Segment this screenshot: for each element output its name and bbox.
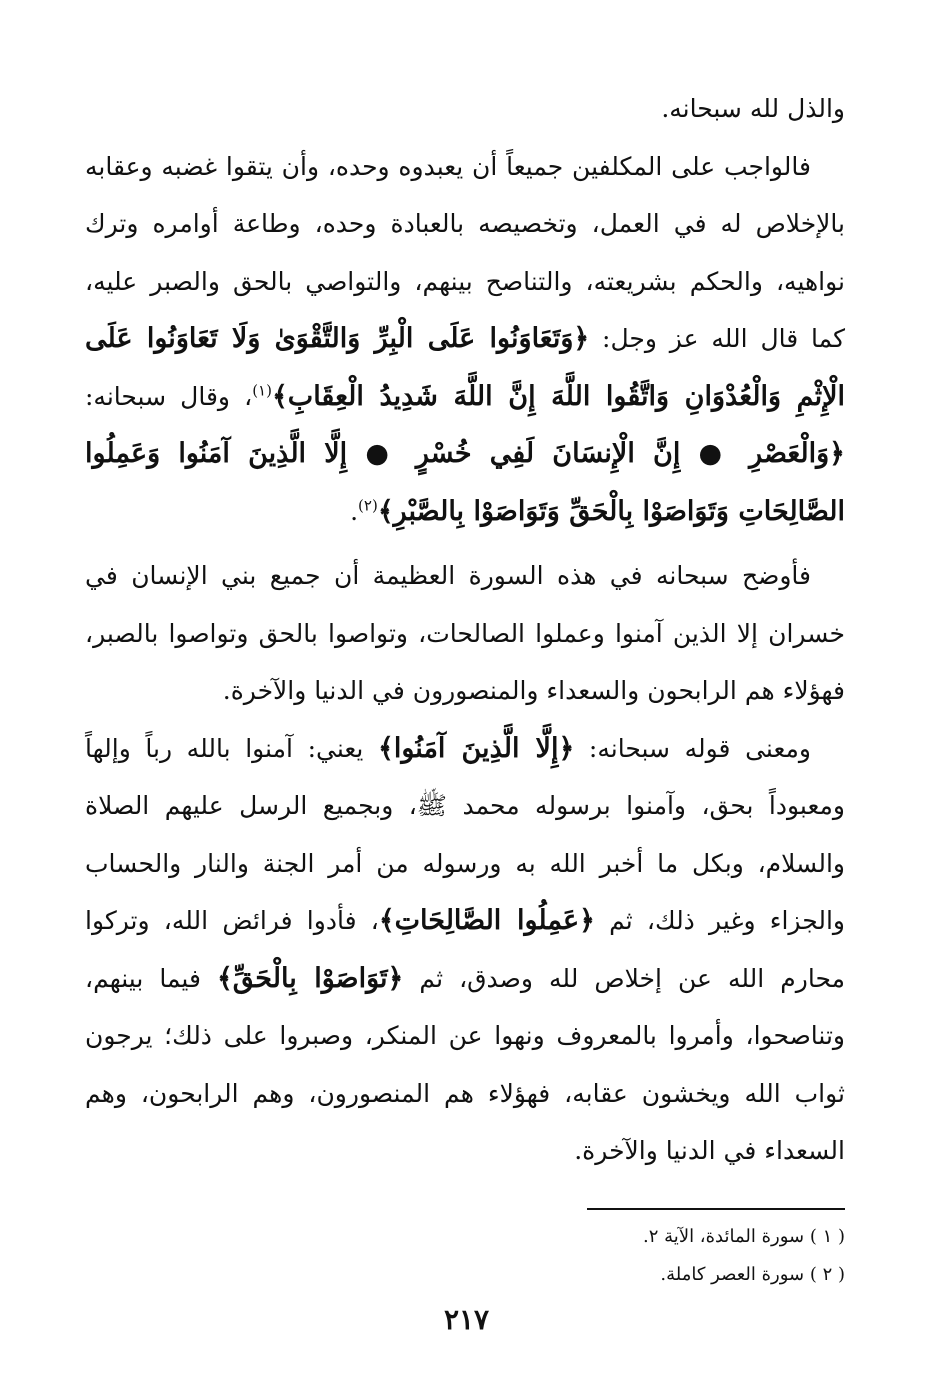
quran-quote: ﴿عَمِلُوا الصَّالِحَاتِ﴾ [378,905,595,936]
quran-quote: ﴿وَالْعَصْرِ ● إِنَّ الْإِنسَانَ لَفِي خُسْرٍ ● إِلَّا الَّذِينَ آمَنُوا وَعَمِلُوا الصَّالِحَاتِ وَتَوَاصَوْا بِالْحَقِّ وَتَوَاصَوْا بِالصَّبْرِ﴾ [85,438,845,527]
text-segment: ومعنى قوله سبحانه: [574,733,811,763]
text-segment: فالواجب على المكلفين جميعاً أن يعبدوه وحده، وأن يتقوا غضبه وعقابه بالإخلاص له في العمل، وتخصيصه بالعبادة وحده، وطاعة أوامره وترك نواهيه، والحكم بشريعته، والتناصح بينهم، والتواصي بالحق والصبر عليه، كما قال الله عز وجل: [85,151,845,353]
text-segment: . [350,496,359,526]
quran-quote: ﴿إِلَّا الَّذِينَ آمَنُوا﴾ [378,732,575,764]
text-segment: يعني: آمنوا بالله رباً وإلهاً ومعبوداً بحق، وآمنوا برسوله محمد ﷺ، وبجميع الرسل عليهم الصلاة والسلام، وبكل ما أخبر الله به ورسوله من أمر الجنة والنار والحساب والجزاء وغير ذلك، ثم [85,733,845,935]
text-segment: والذل لله سبحانه. [661,94,845,123]
text-segment: فأوضح سبحانه في هذه السورة العظيمة أن جميع بني الإنسان في خسران إلا الذين آمنوا وعملوا الصالحات، وتواصوا بالحق وتواصوا بالصبر، فهؤلاء هم الرابحون والسعداء والمنصورون في الدنيا والآخرة. [85,561,845,705]
footnote-separator [587,1208,845,1210]
paragraph-3 [85,547,845,720]
page-number: ٢١٧ [443,1303,490,1336]
quran-quote: ﴿وَتَعَاوَنُوا عَلَى الْبِرِّ وَالتَّقْوَىٰ وَلَا تَعَاوَنُوا عَلَى الْإِثْمِ وَالْعُدْوَانِ وَاتَّقُوا اللَّهَ إِنَّ اللَّهَ شَدِيدُ الْعِقَابِ﴾ [85,323,845,412]
footnote-2: ( ٢ ) سورة العصر كاملة. [660,1264,845,1285]
footnotes [325,1218,845,1294]
paragraph-2 [85,138,845,541]
text-segment: ، فأدوا فرائض الله، وتركوا محارم الله عن إخلاص لله وصدق، ثم [85,906,845,993]
body-text [85,80,845,1180]
paragraph-4 [85,720,845,1180]
footnote-reference: (١) [252,381,272,400]
quran-quote: ﴿تَوَاصَوْا بِالْحَقِّ﴾ [216,962,404,994]
paragraph-1 [85,80,845,138]
footnote-1: ( ١ ) سورة المائدة، الآية ٢. [643,1226,845,1247]
text-segment: ، وقال سبحانه: [85,381,253,411]
footnote-reference: (٢) [358,496,378,515]
text-segment: فيما بينهم، وتناصحوا، وأمروا بالمعروف ونهوا عن المنكر، وصبروا على ذلك؛ يرجون ثواب الله ويخشون عقابه، فهؤلاء هم المنصورون، وهم الرابحون، وهم السعداء في الدنيا والآخرة. [85,963,845,1165]
